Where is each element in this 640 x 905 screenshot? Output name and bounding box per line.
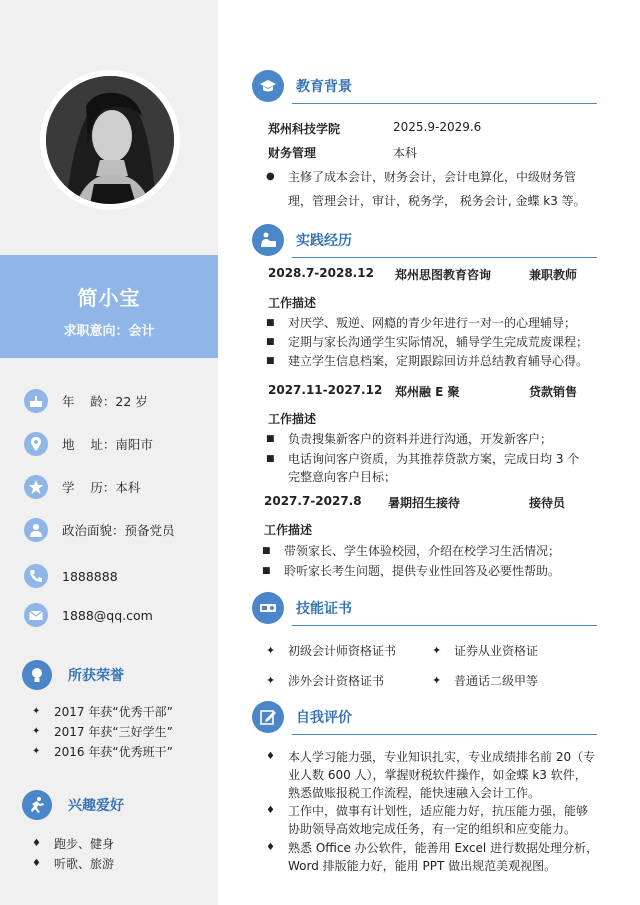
full-name: 简小宝 bbox=[77, 286, 141, 310]
honors-list bbox=[32, 702, 173, 762]
cake-icon bbox=[24, 389, 48, 413]
list-item: ♦ 本人学习能力强，专业知识扎实，专业成绩排名前 20（专 业人数 600 人），掌握财税软件操作，如金蝶 k3 软件， 熟悉做账报税工作流程，能快速融入会计工作。 bbox=[266, 750, 596, 800]
name-band bbox=[0, 255, 218, 358]
list-item: ✦ 普通话二级甲等 bbox=[432, 674, 539, 688]
sport-icon bbox=[22, 790, 52, 820]
list-item: ■ 定期与家长沟通学生实际情况，辅导学生完成荒废课程； bbox=[266, 335, 589, 349]
list-item: ✦ 涉外会计资格证书 bbox=[266, 674, 385, 688]
list-item: ■ 带领家长、学生体验校园，介绍在校学习生活情况； bbox=[262, 544, 561, 558]
list-item: ■ 建立学生信息档案，定期跟踪回访并总结教育辅导心得。 bbox=[266, 354, 589, 368]
education-period: 2025.9-2029.6 bbox=[393, 120, 482, 134]
list-item: ♦ 熟悉 Office 办公软件，能善用 Excel 进行数据处理分析， Word 排版能力好，能用 PPT 做出规范美观视图。 bbox=[266, 841, 599, 873]
sidebar bbox=[0, 0, 218, 905]
info-education: 学 历： 本科 bbox=[24, 475, 214, 499]
info-political: 政治面貌： 预备党员 bbox=[24, 518, 214, 542]
location-icon bbox=[24, 432, 48, 456]
person-icon bbox=[24, 518, 48, 542]
graduation-cap-icon bbox=[252, 70, 284, 102]
info-address: 地 址： 南阳市 bbox=[24, 432, 214, 456]
school-name: 郑州科技学院 bbox=[268, 122, 341, 136]
list-item: ■ 对厌学、叛逆、网瘾的青少年进行一对一的心理辅导； bbox=[266, 316, 577, 330]
list-item: ♦ 跑步、健身 bbox=[32, 837, 115, 851]
list-item: ■ 负责搜集新客户的资料并进行沟通，开发新客户； bbox=[266, 432, 553, 446]
major: 财务管理 bbox=[268, 146, 317, 160]
job-role: 贷款销售 bbox=[529, 385, 578, 399]
job-role: 兼职教师 bbox=[529, 268, 578, 282]
education-heading: 教育背景 bbox=[252, 70, 597, 104]
hobbies-list bbox=[32, 834, 114, 874]
lightbulb-icon bbox=[22, 660, 52, 690]
job-company: 郑州思图教育咨询 bbox=[395, 268, 492, 282]
info-email: 1888@qq.com bbox=[24, 603, 214, 627]
degree: 本科 bbox=[393, 146, 418, 160]
briefcase-person-icon bbox=[252, 224, 284, 256]
list-item: ✦ 证券从业资格证 bbox=[432, 644, 539, 658]
list-item: ✦ 2016 年获“优秀班干” bbox=[32, 745, 173, 759]
job-role: 接待员 bbox=[529, 496, 566, 510]
star-icon bbox=[24, 475, 48, 499]
phone-icon bbox=[24, 564, 48, 588]
job-company: 郑州融 E 聚 bbox=[395, 385, 460, 399]
job-objective: 求职意向：会计 bbox=[63, 324, 155, 339]
job-period: 2027.7-2027.8 bbox=[264, 494, 362, 508]
hobbies-heading: 兴趣爱好 bbox=[22, 790, 124, 820]
list-item: ✦ 2017 年获“优秀干部” bbox=[32, 705, 173, 719]
list-item: ■ 聆听家长考生问题，提供专业性回答及必要性帮助。 bbox=[262, 564, 561, 578]
practice-heading: 实践经历 bbox=[252, 224, 597, 258]
list-item: 完整意向客户目标； bbox=[288, 470, 397, 484]
divider bbox=[292, 257, 597, 258]
job-desc-label: 工作描述 bbox=[264, 523, 313, 537]
job-desc-label: 工作描述 bbox=[268, 296, 317, 310]
mail-icon bbox=[24, 603, 48, 627]
divider bbox=[292, 625, 597, 626]
list-item: ♦ 工作中，做事有计划性，适应能力好，抗压能力强，能够 协助领导高效地完成任务，有一定的组织和应变能力。 bbox=[266, 804, 589, 836]
divider bbox=[292, 103, 597, 104]
job-period: 2028.7-2028.12 bbox=[268, 266, 374, 280]
certificate-icon bbox=[252, 592, 284, 624]
info-phone: 1888888 bbox=[24, 564, 214, 588]
job-period: 2027.11-2027.12 bbox=[268, 383, 383, 397]
self-evaluation-heading: 自我评价 bbox=[252, 701, 597, 735]
list-item: ✦ 2017 年获“三好学生” bbox=[32, 725, 173, 739]
job-company: 暑期招生接待 bbox=[388, 496, 461, 510]
list-item: ✦ 初级会计师资格证书 bbox=[266, 644, 397, 658]
list-item: ♦ 听歌、旅游 bbox=[32, 857, 115, 871]
profile-photo bbox=[46, 76, 174, 204]
list-item: ■ 电话询问客户资质，为其推荐贷款方案，完成日均 3 个 bbox=[266, 452, 580, 466]
divider bbox=[292, 734, 597, 735]
info-age: 年 龄： 22 岁 bbox=[24, 389, 214, 413]
skills-heading: 技能证书 bbox=[252, 592, 597, 626]
job-desc-label: 工作描述 bbox=[268, 412, 317, 426]
courses: ● 主修了成本会计，财务会计，会计电算化，中级财务管 理，管理会计，审计，税务学， 税务会计, 金蝶 k3 等。 bbox=[266, 170, 586, 208]
honors-heading: 所获荣誉 bbox=[22, 660, 124, 690]
profile-photo-frame bbox=[40, 70, 180, 210]
edit-icon bbox=[252, 701, 284, 733]
